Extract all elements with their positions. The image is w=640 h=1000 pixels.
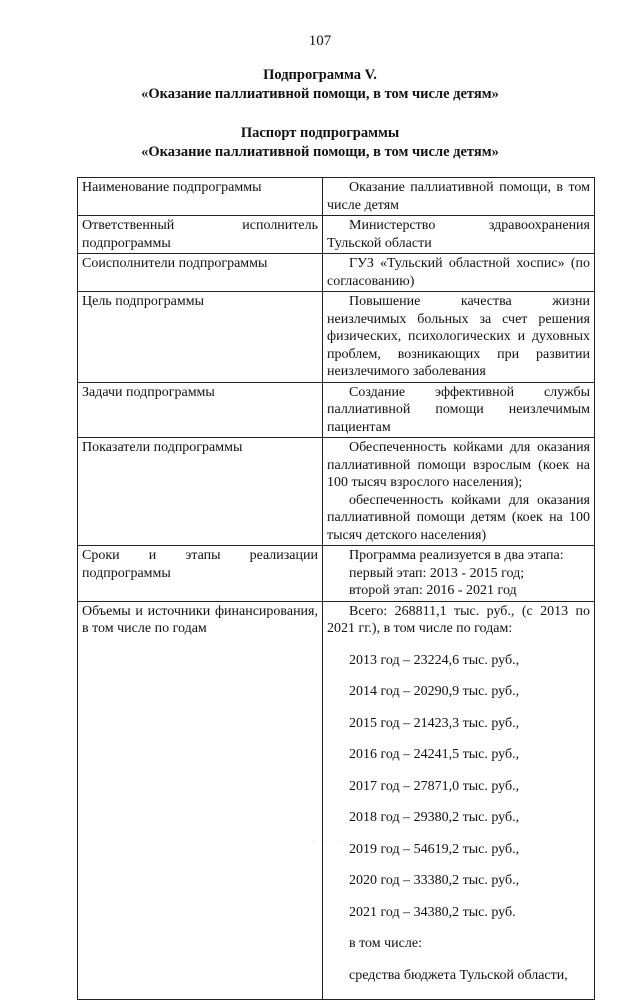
label-indicators: Показатели подпрограммы	[78, 438, 323, 546]
table-row-tasks	[78, 382, 595, 438]
value-goal	[323, 292, 595, 383]
table-row-funding	[78, 601, 595, 1000]
passport-table	[77, 177, 595, 1000]
passport-title-line-2: «Оказание паллиативной помощи, в том числе детям»	[141, 144, 499, 160]
label-tasks: Задачи подпрограммы	[78, 382, 323, 438]
value-indicators-adults: Обеспеченность койками для оказания паллиативной помощи взрослым (коек на 100 тысяч взрослого населения);	[327, 440, 590, 490]
label-name: Наименование подпрограммы	[78, 178, 323, 216]
table-row-terms	[78, 546, 595, 602]
terms-line-2: первый этап: 2013 - 2015 год;	[349, 565, 525, 581]
passport-title	[0, 124, 640, 162]
funding-year-2021: 2021 год – 34380,2 тыс. руб.	[349, 904, 516, 920]
value-indicators	[323, 438, 595, 546]
funding-year-2017: 2017 год – 27871,0 тыс. руб.,	[349, 778, 520, 794]
table-row-responsible	[78, 216, 595, 254]
label-responsible: Ответственный исполнитель подпрограммы	[78, 216, 323, 254]
subprogram-title	[0, 66, 640, 104]
funding-including: в том числе:	[349, 936, 422, 951]
table-row-coexecutors	[78, 254, 595, 292]
value-responsible-text: Министерство здравоохранения Тульской области	[327, 218, 590, 251]
table-row-indicators	[78, 438, 595, 546]
funding-budget-source: средства бюджета Тульской области,	[349, 967, 568, 983]
value-terms	[323, 546, 595, 602]
scan-speck: · · ·	[312, 838, 344, 847]
funding-year-2013: 2013 год – 23224,6 тыс. руб.,	[349, 652, 520, 668]
value-funding	[323, 601, 595, 1000]
value-indicators-children: обеспеченность койками для оказания паллиативной помощи детям (коек на 100 тысяч детского населения)	[327, 492, 590, 543]
funding-year-2020: 2020 год – 33380,2 тыс. руб.,	[349, 873, 520, 888]
value-goal-text: Повышение качества жизни неизлечимых больных за счет решения физических, психологических и духовных проблем, возникающих при развитии неизлечимого заболевания	[327, 294, 590, 379]
value-coexecutors-text: ГУЗ «Тульский областной хоспис» (по согласованию)	[327, 256, 590, 289]
funding-year-2016: 2016 год – 24241,5 тыс. руб.,	[349, 747, 520, 762]
subprogram-title-line-2: «Оказание паллиативной помощи, в том числе детям»	[141, 86, 499, 102]
table-row-goal	[78, 292, 595, 383]
page-number: 107	[308, 33, 332, 49]
table-row-name	[78, 178, 595, 216]
funding-year-2015: 2015 год – 21423,3 тыс. руб.,	[349, 715, 520, 731]
subprogram-title-line-1: Подпрограмма V.	[263, 67, 377, 83]
value-responsible	[323, 216, 595, 254]
funding-year-2019: 2019 год – 54619,2 тыс. руб.,	[349, 841, 520, 857]
funding-year-2018: 2018 год – 29380,2 тыс. руб.,	[349, 810, 520, 825]
value-tasks	[323, 382, 595, 438]
value-tasks-text: Создание эффективной службы паллиативной помощи неизлечимым пациентам	[327, 384, 590, 435]
value-coexecutors	[323, 254, 595, 292]
value-name	[323, 178, 595, 216]
funding-year-2014: 2014 год – 20290,9 тыс. руб.,	[349, 684, 520, 699]
label-terms: Сроки и этапы реализации подпрограммы	[78, 546, 323, 602]
label-funding: Объемы и источники финансирования, в том числе по годам	[78, 601, 323, 1000]
passport-title-line-1: Паспорт подпрограммы	[240, 125, 400, 141]
funding-total: Всего: 268811,1 тыс. руб., (с 2013 по 2021 гг.), в том числе по годам:	[327, 603, 590, 636]
label-goal: Цель подпрограммы	[78, 292, 323, 383]
terms-line-1: Программа реализуется в два этапа:	[349, 548, 564, 563]
label-coexecutors: Соисполнители подпрограммы	[78, 254, 323, 292]
terms-line-3: второй этап: 2016 - 2021 год	[349, 583, 517, 598]
value-name-text: Оказание паллиативной помощи, в том числе детям	[327, 180, 590, 213]
